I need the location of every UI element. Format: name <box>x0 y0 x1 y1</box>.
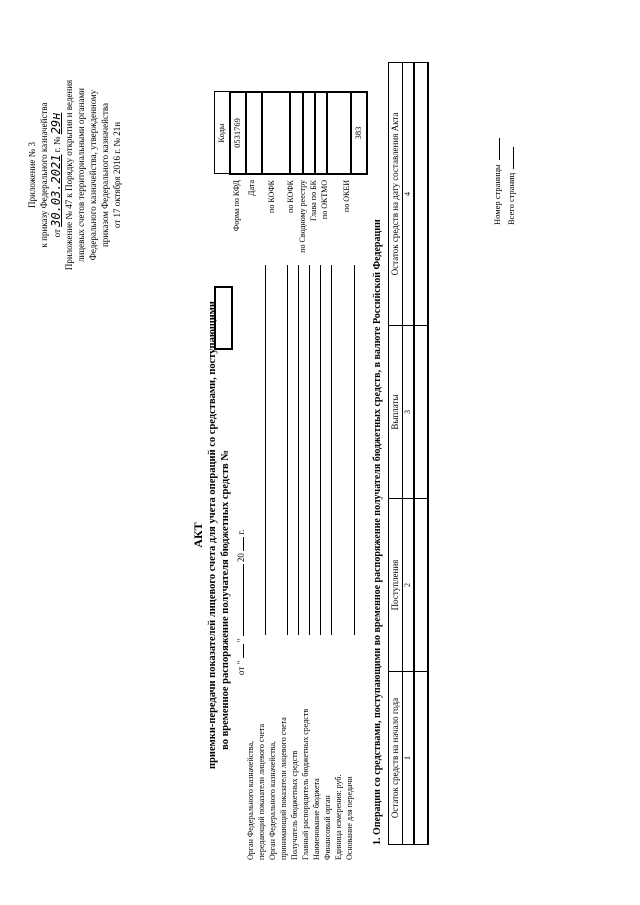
appendix-line: лицевых счетов территориальными органами <box>76 88 86 262</box>
field-line-finance-body[interactable] <box>331 265 332 635</box>
appendix-line: Федерального казначейства, утвержденному <box>88 89 98 261</box>
page-number-field[interactable] <box>499 138 500 160</box>
field-label-unit: Единица измерения: руб. <box>334 774 343 860</box>
field-line-recipient[interactable] <box>298 265 299 635</box>
field-line-basis[interactable] <box>354 265 355 635</box>
date-year: 20 <box>236 553 246 563</box>
act-number-box[interactable] <box>214 286 233 350</box>
column-number: 2 <box>403 499 415 672</box>
field-line-main-manager[interactable] <box>309 265 310 635</box>
page-number-row <box>490 138 504 225</box>
code-label-svod: по Сводному реестру <box>298 180 307 253</box>
column-header-payments: Выплаты <box>389 326 403 499</box>
field-label-fk-sending: Орган Федерального казначейства, <box>246 740 255 860</box>
operations-table <box>388 62 429 845</box>
field-label-basis: Основание для передачи <box>345 776 354 860</box>
cell-opening-balance[interactable] <box>414 672 428 845</box>
cell-receipts[interactable] <box>414 499 428 672</box>
column-number: 3 <box>403 326 415 499</box>
total-pages-label: Всего страниц <box>506 172 516 225</box>
date-month-field[interactable] <box>243 564 244 636</box>
act-title: АКТ <box>191 522 205 548</box>
column-number: 4 <box>403 63 415 326</box>
handwritten-date: 30.03.2021 <box>49 154 63 227</box>
appendix-block <box>26 25 123 325</box>
cell-payments[interactable] <box>414 326 428 499</box>
appendix-line: приказом Федерального казначейства <box>100 102 110 248</box>
code-label-date: Дата <box>247 180 256 196</box>
appendix-order-line <box>50 25 63 325</box>
field-labels <box>0 635 640 860</box>
section-1-title: 1. Операции со средствами, поступающими во временное распоряжение получателя бюджетных средств, в валюте Российской Федерации <box>372 219 383 845</box>
total-pages-row <box>504 138 518 225</box>
code-label-kofk-1: по КОФК <box>267 180 276 213</box>
appendix-line: Приложение № 47 к Порядку открытия и ведения <box>64 79 74 271</box>
code-form-value[interactable]: 0531769 <box>230 92 246 174</box>
total-pages-field[interactable] <box>513 147 514 169</box>
column-header-opening-balance: Остаток средств на начало года <box>389 672 403 845</box>
date-prefix: от " <box>236 660 246 675</box>
date-year-field[interactable] <box>243 537 244 551</box>
code-glava-value[interactable] <box>315 92 327 174</box>
appendix-line: от 17 октября 2016 г. № 21н <box>112 121 122 229</box>
code-date-value[interactable] <box>246 92 262 174</box>
field-line-budget-name[interactable] <box>320 265 321 635</box>
code-label-form: Форма по КФД <box>232 180 241 232</box>
handwritten-number: 29н <box>49 112 63 135</box>
appendix-mid: г. № <box>52 136 62 153</box>
field-line-fk-receiving[interactable] <box>287 265 288 635</box>
appendix-line: к приказу Федерального казначейства <box>39 102 49 248</box>
codes-table <box>214 91 368 175</box>
page-number-label: Номер страницы <box>492 164 502 225</box>
codes-header: Коды <box>215 92 231 174</box>
code-label-okei: по ОКЕИ <box>342 180 351 213</box>
code-okei-value[interactable]: 383 <box>351 92 367 174</box>
field-label-fk-receiving: Орган Федерального казначейства, <box>268 740 277 860</box>
column-number: 1 <box>403 672 415 845</box>
appendix-prefix: от <box>52 229 62 238</box>
field-label-finance-body: Финансовый орган <box>323 795 332 860</box>
field-label-main-manager: Главный распорядитель бюджетных средств <box>301 708 310 860</box>
date-quote: " <box>236 638 246 643</box>
code-label-oktmo: по ОКТМО <box>320 180 329 220</box>
code-kofk-2-value[interactable] <box>290 92 303 174</box>
column-header-closing-balance: Остаток средств на дату составления Акта <box>389 63 403 326</box>
appendix-line: Приложение № 3 <box>27 142 37 208</box>
field-label-recipient: Получатель бюджетных средств <box>290 750 299 860</box>
act-subtitle-line2: во временное распоряжение получателя бюджетных средств № <box>220 450 231 750</box>
field-label-fk-sending-cont: передающий показатели лицевого счета <box>257 723 266 860</box>
code-oktmo-value[interactable] <box>327 92 351 174</box>
date-suffix: г. <box>236 529 246 535</box>
code-label-kofk-2: по КОФК <box>286 180 295 213</box>
column-header-receipts: Поступления <box>389 499 403 672</box>
cell-closing-balance[interactable] <box>414 63 428 326</box>
act-subtitle-line1: приемки-передачи показателей лицевого счета для учета операций со средствами, поступающими <box>207 301 218 769</box>
code-kofk-1-value[interactable] <box>262 92 290 174</box>
code-label-glava: Глава по БК <box>309 180 318 221</box>
field-line-fk-sending[interactable] <box>265 265 266 635</box>
field-label-fk-receiving-cont: принимающий показатели лицевого счета <box>279 717 288 860</box>
field-label-budget-name: Наименование бюджета <box>312 778 321 860</box>
page-numbering <box>490 138 518 225</box>
code-svod-value[interactable] <box>303 92 315 174</box>
